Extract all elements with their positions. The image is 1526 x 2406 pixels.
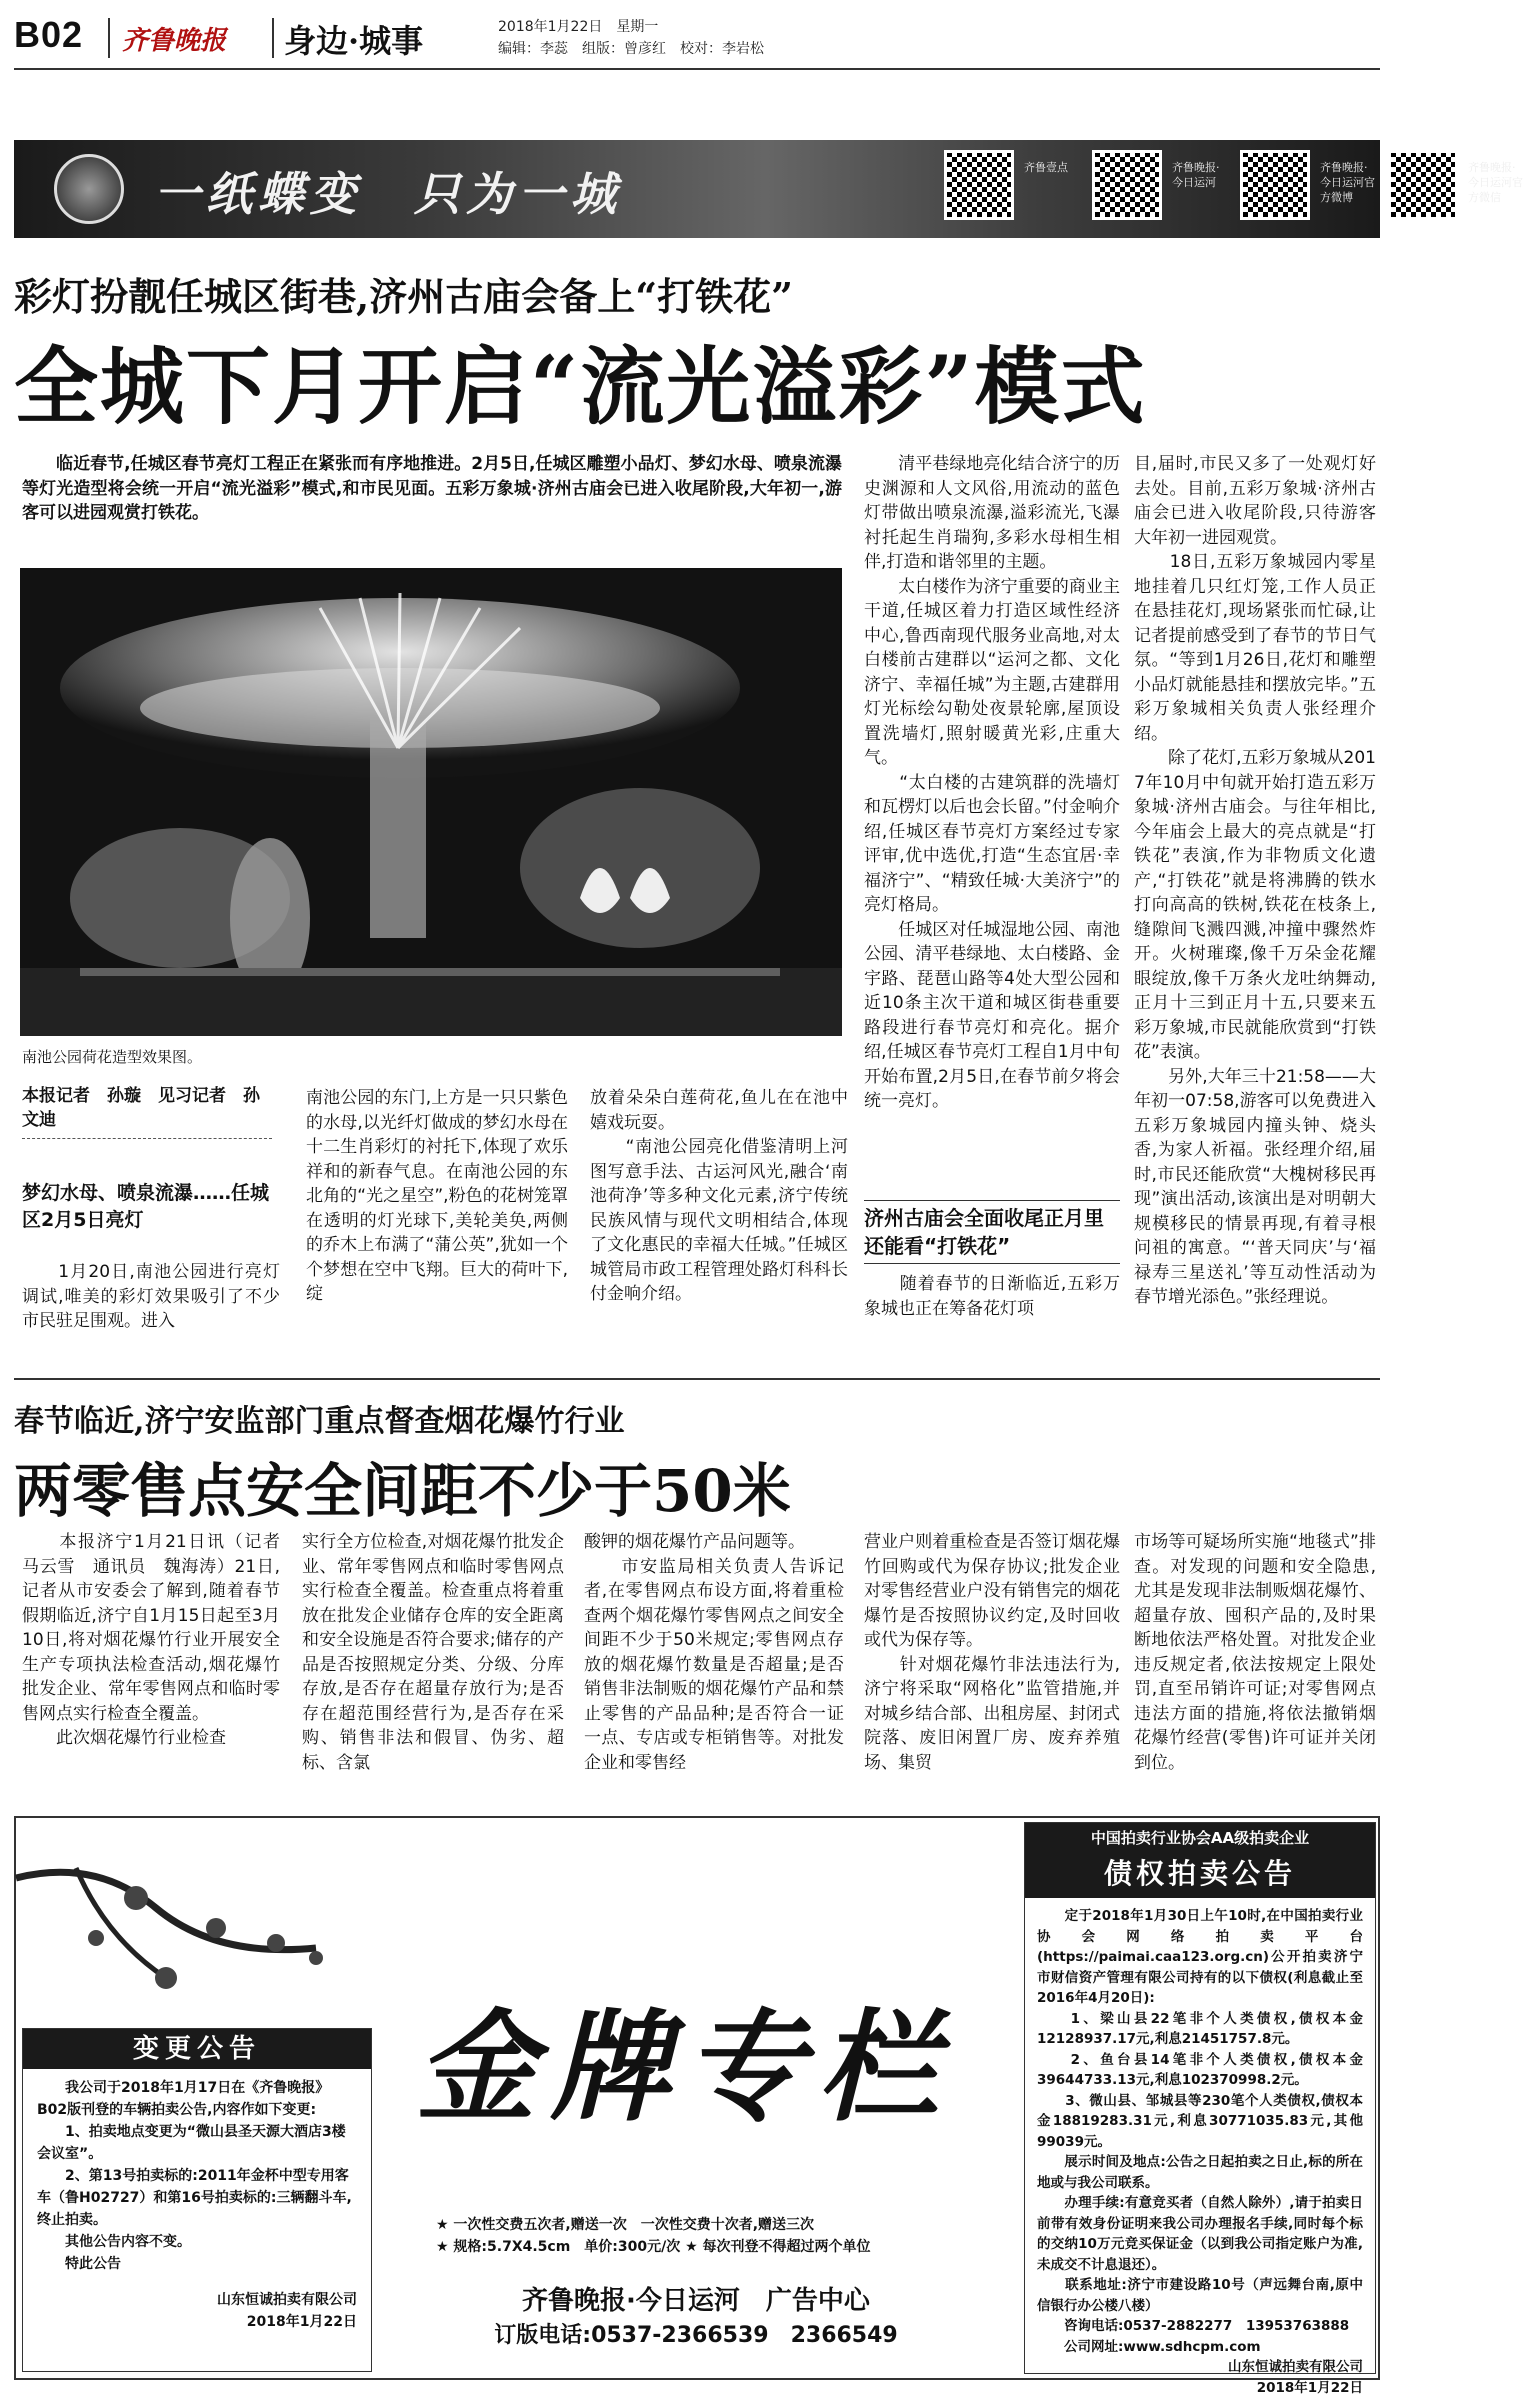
notice-body [23,2069,371,2341]
header-meta [498,16,764,60]
section-title: 身边·城事 [284,22,424,60]
page-header [14,10,1380,70]
qr-label: 齐鲁晚报·今日运河 [1172,161,1220,189]
lotus-lantern-photo [20,568,842,1036]
story1-byline: 本报记者 孙璇 见习记者 孙文迪 [22,1084,272,1139]
qr-label: 齐鲁晚报·今日运河官方微信 [1468,161,1523,204]
notice-title: 变更公告 [23,2029,371,2069]
date-line: 2018年1月22日 星期一 [498,19,659,35]
notice-title: 债权拍卖公告 [1025,1852,1375,1898]
qr-code-icon [944,150,1014,220]
ad-center [476,2282,916,2352]
story1-subhead: 梦幻水母、喷泉流瀑……任城区2月5日亮灯 [22,1182,270,1231]
story2-col4: 营业户则着重检查是否签订烟花爆竹回购或代为保存协议;批发企业对零售经营业户没有销售完的烟花爆竹是否按照协议约定,及时回收或代为保存等。 针对烟花爆竹非法违法行为,济宁将采取“网格化”监管措施,并对城乡结合部、出租房屋、封闭式院落、废旧闲置厂房、废弃养殖场、集贸 [864,1532,1120,1773]
story2-col3: 酸钾的烟花爆竹产品问题等。 市安监局相关负责人告诉记者,在零售网点布设方面,将着重检查两个烟花爆竹零售网点之间安全间距不少于50米规定;零售网点存放的烟花爆竹数量是否超量;是否销售非法制贩的烟花爆竹产品和禁止零售的产品品种;是否符合一证一点、专店或专柜销售等。对批发企业和零售经 [584,1532,844,1773]
notice-body [1025,1898,1375,2406]
story2-col2: 实行全方位检查,对烟花爆竹批发企业、常年零售网点和临时零售网点实行检查全覆盖。检查重点将着重放在批发企业储存仓库的安全距离和安全设施是否符合要求;储存的产品是否按照规定分类、分级、分库存放,是否存在超量存放行为;是否存在超范围经营行为,是否存在采购、销售非法和假冒、伪劣、超标、含氯 [302,1532,564,1773]
notice-text: 定于2018年1月30日上午10时,在中国拍卖行业协会网络拍卖平台(https://paimai.caa123.org.cn)公开拍卖济宁市财信资产管理有限公司持有的以下债权(利息截止至2016年4月20日): 1、梁山县22笔非个人类债权,债权本金12128937.17元,利息21451757.8元。 2、鱼台县14笔非个人类债权,债权本金39644733.13元,利息102370998.2元。 3、微山县、邹城县等230笔个人类债权,债权本金18819283.31元,利息30771035.83元,其他99039元。 展示时间及地点:公告之日起拍卖之日止,标的所在地或与我公司联系。 办理手续:有意竞买者（自然人除外）,请于拍卖日前带有效身份证明来我公司办理报名手续,同时每个标的交纳10万元竞买保证金（以到我公司指定账户为准,未成交不计息退还）。 联系地址:济宁市建设路10号（声远舞台南,原中信银行办公楼八楼） 咨询电话:0537-2882277 13953763888 公司网址:www.sdhcpm.com [1037,1908,1363,2355]
notice-date: 2018年1月22日 [1256,2379,1363,2396]
ad-section [14,1816,1380,2396]
editor-line: 编辑：李蕊 组版：曾彦红 校对：李岩松 [498,41,764,57]
promo-banner [14,140,1523,238]
story1-col1: 1月20日,南池公园进行亮灯调试,唯美的彩灯效果吸引了不少市民驻足围观。进入 [22,1262,280,1331]
notice-signer: 山东恒诚拍卖有限公司 [1228,2359,1363,2375]
qr-code-icon [1388,150,1458,220]
ad-terms [436,2214,996,2258]
page-number: B02 [14,14,84,55]
story2-col1: 本报济宁1月21日讯（记者 马云雪 通讯员 魏海涛）21日,记者从市安委会了解到,随着春节假期临近,济宁自1月15日起至3月10日,将对烟花爆竹行业开展安全生产专项执法检查活动,烟花爆竹批发企业、常年零售网点和临时零售网点实行检查全覆盖。 此次烟花爆竹行业检查 [22,1532,280,1748]
plum-blossom-icon [16,1818,376,2028]
divider [272,18,274,58]
ad-center-phone: 订版电话:0537-2366539 2366549 [494,2323,898,2348]
qr-label: 齐鲁晚报·今日运河官方微博 [1320,161,1375,204]
photo-illustration [20,568,842,1036]
story1-subhead2: 济州古庙会全面收尾正月里还能看“打铁花” [864,1200,1120,1264]
story1-headline: 全城下月开启“流光溢彩”模式 [14,337,1147,436]
qr-label: 齐鲁壹点 [1024,161,1068,174]
story1-col3: 放着朵朵白莲荷花,鱼儿在在池中嬉戏玩耍。 “南池公园亮化借鉴清明上河图写意手法、古运河风光,融合‘南池荷净’等多种文化元素,济宁传统民族风情与现代文明相结合,体现了文化惠民的幸福大任城。”任城区城管局市政工程管理处路灯科科长付金响介绍。 [590,1088,848,1304]
story1-col2: 南池公园的东门,上方是一只只紫色的水母,以光纤灯做成的梦幻水母在十二生肖彩灯的衬托下,体现了欢乐祥和的新春气息。在南池公园的东北角的“光之星空”,粉色的花树笼罩在透明的灯光球下,美轮美奂,两侧的乔木上布满了“蒲公英”,犹如一个个梦想在空中飞翔。巨大的荷叶下,绽 [306,1088,568,1304]
section-divider [14,1378,1380,1380]
story1-lead: 临近春节,任城区春节亮灯工程正在紧张而有序地推进。2月5日,任城区雕塑小品灯、梦幻水母、喷泉流瀑等灯光造型将会统一开启“流光溢彩”模式,和市民见面。五彩万象城·济州古庙会已进入收尾阶段,大年初一,游客可以进园观赏打铁花。 [22,454,842,523]
gold-column [376,1822,1016,2374]
story1-kicker: 彩灯扮靓任城区街巷,济州古庙会备上“打铁花” [14,274,793,319]
ad-center-name: 齐鲁晚报·今日运河 广告中心 [522,2286,870,2316]
qr-group [944,150,1526,220]
story2-col5: 市场等可疑场所实施“地毯式”排查。对发现的问题和安全隐患,尤其是发现非法制贩烟花爆竹、超量存放、囤积产品的,及时果断地依法严格处置。对批发企业违反规定者,依法按规定上限处罚,直至吊销许可证;对零售网点违法方面的措施,将依法撤销烟花爆竹经营(零售)许可证并关闭到位。 [1134,1532,1376,1773]
qr-code-icon [1240,150,1310,220]
photo-caption: 南池公园荷花造型效果图。 [22,1048,203,1066]
qr-code-icon [1092,150,1162,220]
ad-terms-line: ★ 规格:5.7X4.5cm 单价:300元/次 ★ 每次刊登不得超过两个单位 [436,2239,871,2255]
divider [108,18,110,58]
story1-col5: 目,届时,市民又多了一处观灯好去处。目前,五彩万象城·济州古庙会已进入收尾阶段,只待游客大年初一进园观赏。 18日,五彩万象城园内零星地挂着几只红灯笼,工作人员正在悬挂花灯,现场紧张而忙碌,让记者提前感受到了春节的节日气氛。“等到1月26日,花灯和雕塑小品灯就能悬挂和摆放完毕。”五彩万象城相关负责人张经理介绍。 除了花灯,五彩万象城从2017年10月中旬就开始打造五彩万象城·济州古庙会。与往年相比,今年庙会上最大的亮点就是“打铁花”表演,作为非物质文化遗产,“打铁花”就是将沸腾的铁水打向高高的铁树,铁花在枝条上,缝隙间飞溅四溅,冲撞中骤然炸开。火树璀璨,像千万朵金花耀眼绽放,像千万条火龙吐纳舞动,正月十三到正月十五,只要来五彩万象城,市民就能欣赏到“打铁花”表演。 另外,大年三十21:58——大年初一07:58,游客可以免费进入五彩万象城园内撞头钟、烧头香,为家人祈福。张经理介绍,届时,市民还能欣赏“大槐树移民再现”演出活动,该演出是对明朝大规模移民的情景再现,有着寻根问祖的寓意。“‘普天同庆’与‘福禄寿三星送礼’等互动性活动为春节增光添色。”张经理说。 [1134,454,1376,1307]
column-title: 金牌专栏 [416,1997,952,2138]
notice-assoc: 中国拍卖行业协会AA级拍卖企业 [1025,1823,1375,1852]
logo-icon [54,154,124,224]
story1-col4b: 随着春节的日渐临近,五彩万象城也正在筹备花灯项 [864,1274,1120,1319]
story1-col4: 清平巷绿地亮化结合济宁的历史渊源和人文风俗,用流动的蓝色灯带做出喷泉流瀑,溢彩流光,飞瀑衬托起生肖瑞狗,多彩水母相生相伴,打造和谐邻里的主题。 太白楼作为济宁重要的商业主干道,任城区着力打造区域性经济中心,鲁西南现代服务业高地,对太白楼前古建群以“运河之都、文化济宁、幸福任城”为主题,古建群用灯光标绘勾勒处夜景轮廓,屋顶设置洗墙灯,照射暖黄光彩,庄重大气。 “太白楼的古建筑群的洗墙灯和瓦楞灯以后也会长留。”付金响介绍,任城区春节亮灯方案经过专家评审,优中选优,打造“生态宜居·幸福济宁”、“精致任城·大美济宁”的亮灯格局。 任城区对任城湿地公园、南池公园、清平巷绿地、太白楼路、金宇路、琵琶山路等4处大型公园和近10条主次干道和城区街巷重要路段进行春节亮灯和亮化。据介绍,任城区春节亮灯工程自1月中旬开始布置,2月5日,在春节前夕将会统一亮灯。 [864,454,1120,1111]
notice-change [22,2028,372,2372]
notice-signer: 山东恒诚拍卖有限公司 [217,2292,357,2308]
story2-headline: 两零售点安全间距不少于50米 [14,1457,791,1525]
ad-terms-line: ★ 一次性交费五次者,赠送一次 一次性交费十次者,赠送三次 [436,2217,815,2233]
banner-slogan: 一纸蝶变 只为一城 [154,167,622,221]
masthead: 齐鲁晚报 [122,26,227,56]
notice-text: 我公司于2018年1月17日在《齐鲁晚报》B02版刊登的车辆拍卖公告,内容作如下变更: 1、拍卖地点变更为“微山县圣天源大酒店3楼会议室”。 2、第13号拍卖标的:2011年金杯中型专用客车（鲁H02727）和第16号拍卖标的:三辆翻斗车,终止拍卖。 其他公告内容不变。 特此公告 [37,2080,352,2272]
notice-auction [1024,1822,1376,2396]
story2-kicker: 春节临近,济宁安监部门重点督查烟花爆竹行业 [14,1404,625,1439]
notice-date: 2018年1月22日 [246,2314,357,2330]
